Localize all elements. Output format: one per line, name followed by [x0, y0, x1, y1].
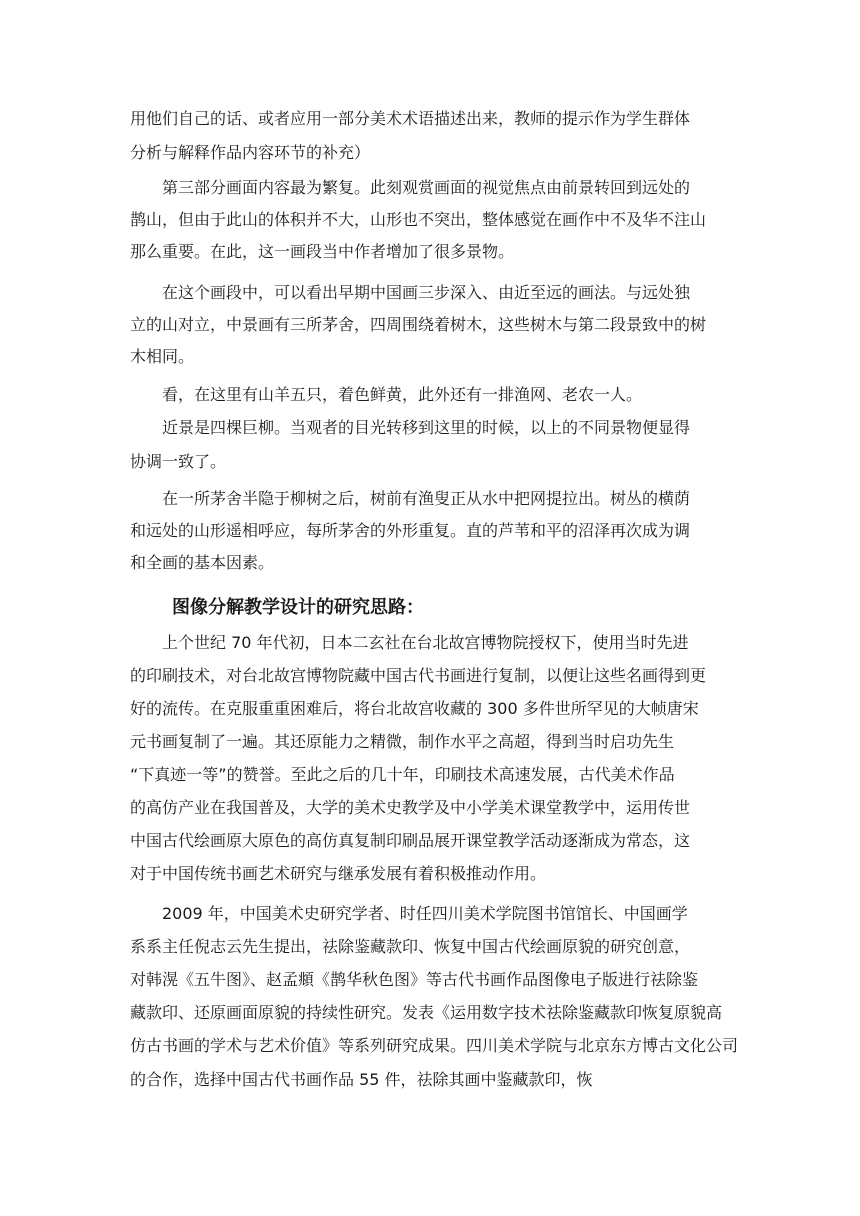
section-heading: 图像分解教学设计的研究思路：: [172, 597, 424, 618]
section2-line-13: 仿古书画的学术与艺术价值》等系列研究成果。四川美术学院与北京东方博古文化公司: [130, 1036, 739, 1055]
section2-line-1: 上个世纪 70 年代初，日本二玄社在台北故宫博物院授权下，使用当时先进: [162, 633, 689, 652]
section1-line-10: 近景是四棵巨柳。当观者的目光转移到这里的时候，以上的不同景物便显得: [162, 418, 691, 437]
section2-line-7: 中国古代绘画原大原色的高仿真复制印刷品展开课堂教学活动逐渐成为常态，这: [130, 831, 691, 850]
section2-line-3: 好的流传。在克服重重困难后，将台北故宫收藏的 300 多件世所罕见的大帧唐宋: [130, 699, 699, 718]
section2-line-11: 对韩滉《五牛图》、赵孟頫《鹊华秋色图》等古代书画作品图像电子版进行祛除鉴: [130, 970, 699, 989]
section2-line-14: 的合作，选择中国古代书画作品 55 件，祛除其画中鉴藏款印，恢: [130, 1070, 593, 1089]
section1-line-2: 分析与解释作品内容环节的补充）: [130, 143, 371, 162]
section1-line-7: 立的山对立，中景画有三所茅舍，四周围绕着树木，这些树木与第二段景致中的树: [130, 315, 707, 334]
section2-line-9: 2009 年，中国美术史研究学者、时任四川美术学院图书馆馆长、中国画学: [162, 904, 688, 923]
section1-line-6: 在这个画段中，可以看出早期中国画三步深入、由近至远的画法。与远处独: [162, 283, 691, 302]
section2-line-12: 藏款印、还原画面原貌的持续性研究。发表《运用数字技术祛除鉴藏款印恢复原貌高: [130, 1003, 723, 1022]
section1-line-8: 木相同。: [130, 347, 195, 366]
section2-line-5: “下真迹一等”的赞誉。至此之后的几十年，印刷技术高速发展，古代美术作品: [130, 765, 675, 784]
section1-line-3: 第三部分画面内容最为繁复。此刻观赏画面的视觉焦点由前景转回到远处的: [162, 178, 691, 197]
section1-line-13: 和远处的山形遥相呼应，每所茅舍的外形重复。直的芦苇和平的沼泽再次成为调: [130, 521, 691, 540]
section2-line-6: 的高仿产业在我国普及，大学的美术史教学及中小学美术课堂教学中，运用传世: [130, 798, 691, 817]
section1-line-11: 协调一致了。: [130, 452, 227, 471]
section1-line-12: 在一所茅舍半隐于柳树之后，树前有渔叟正从水中把网提拉出。树丛的横荫: [162, 489, 691, 508]
section1-line-4: 鹊山，但由于此山的体积并不大，山形也不突出，整体感觉在画作中不及华不注山: [130, 210, 707, 229]
section2-line-2: 的印刷技术，对台北故宫博物院藏中国古代书画进行复制，以便让这些名画得到更: [130, 666, 707, 685]
section1-line-1: 用他们自己的话、或者应用一部分美术术语描述出来，教师的提示作为学生群体: [130, 109, 691, 128]
section1-line-5: 那么重要。在此，这一画段当中作者增加了很多景物。: [130, 242, 515, 261]
section1-line-14: 和全画的基本因素。: [130, 553, 275, 572]
section2-line-4: 元书画复制了一遍。其还原能力之精微，制作水平之高超，得到当时启功先生: [130, 732, 675, 751]
section1-line-9: 看，在这里有山羊五只，着色鲜黄，此外还有一排渔网、老农一人。: [162, 385, 643, 404]
section2-line-10: 系系主任倪志云先生提出，祛除鉴藏款印、恢复中国古代绘画原貌的研究创意，: [130, 937, 691, 956]
section2-line-8: 对于中国传统书画艺术研究与继承发展有着积极推动作用。: [130, 864, 547, 883]
